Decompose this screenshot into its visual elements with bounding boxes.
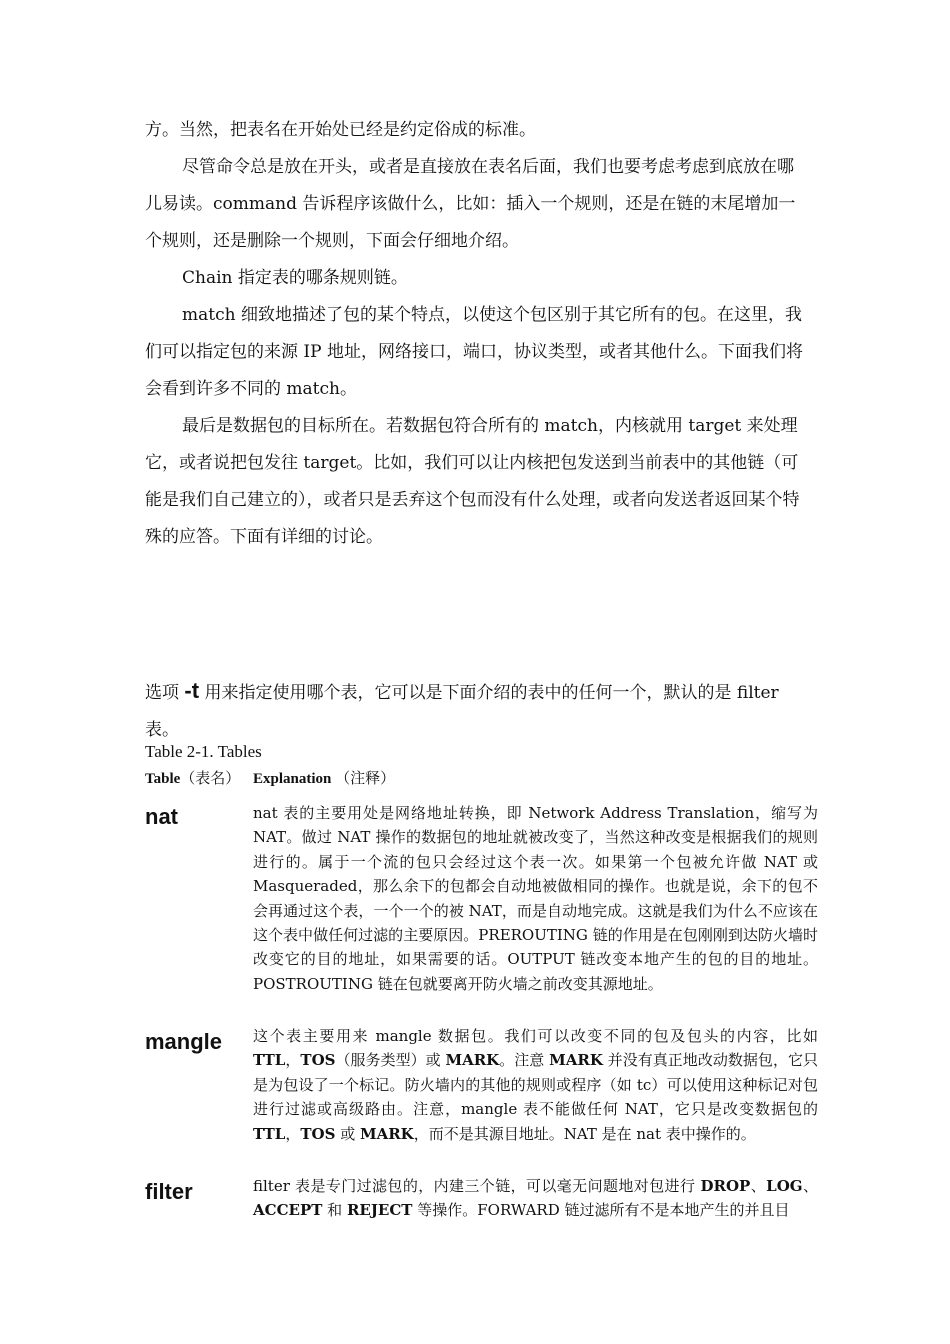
table-caption: Table 2-1. Tables xyxy=(145,742,262,761)
paragraph-5: 最后是数据包的目标所在。若数据包符合所有的 match，内核就用 target 来处理它，或者说把包发往 target。比如，我们可以让内核把包发送到当前表中的其他链（可能是我们自己建立的），或者只是丢弃这个包而没有什么处理，或者向发送者返回某个特殊的应答。下面有详细的讨论。 xyxy=(145,416,800,547)
header-explanation-label: Explanation xyxy=(253,771,332,787)
header-table-label: Table xyxy=(145,771,181,787)
paragraph-2: 尽管命令总是放在开头，或者是直接放在表名后面，我们也要考虑考虑到底放在哪儿易读。command 告诉程序该做什么，比如：插入一个规则，还是在链的末尾增加一个规则，还是删除一个规则，下面会仔细地介绍。 xyxy=(145,157,796,251)
table-row-filter-name: filter xyxy=(145,1179,193,1204)
table-row-mangle-desc: 这个表主要用来 mangle 数据包。我们可以改变不同的包及包头的内容，比如 TTL，TOS（服务类型）或 MARK。注意 MARK 并没有真正地改动数据包，它只是为包设了一个标记。防火墙内的其他的规则或程序（如 tc）可以使用这种标记对包进行过滤或高级路由。注意，mangle 表不能做任何 NAT，它只是改变数据包的 TTL，TOS 或 MARK，而不是其源目地址。NAT 是在 nat 表中操作的。 xyxy=(253,1027,818,1143)
paragraph-3: Chain 指定表的哪条规则链。 xyxy=(182,268,408,288)
table-row-nat-name: nat xyxy=(145,804,178,829)
option-t-paragraph xyxy=(145,672,810,749)
option-flag: -t xyxy=(184,678,200,703)
table-header-name xyxy=(145,767,240,791)
header-table-cn: （表名） xyxy=(180,771,241,787)
option-suffix: 用来指定使用哪个表，它可以是下面介绍的表中的任何一个，默认的是 filter 表。 xyxy=(145,683,779,740)
header-explanation-cn: （注释） xyxy=(335,771,396,787)
paragraph-4: match 细致地描述了包的某个特点，以使这个包区别于其它所有的包。在这里，我们可以指定包的来源 IP 地址，网络接口，端口，协议类型，或者其他什么。下面我们将会看到许多不同的 match。 xyxy=(145,305,803,399)
table-row-filter-desc: filter 表是专门过滤包的，内建三个链，可以毫无问题地对包进行 DROP、LOG、ACCEPT 和 REJECT 等操作。FORWARD 链过滤所有不是本地产生的并且目 xyxy=(253,1177,818,1220)
table-row-mangle-name: mangle xyxy=(145,1029,223,1054)
table-row-nat-desc: nat 表的主要用处是网络地址转换，即 Network Address Translation，缩写为 NAT。做过 NAT 操作的数据包的地址就被改变了，当然这种改变是根据我们的规则进行的。属于一个流的包只会经过这个表一次。如果第一个包被允许做 NAT 或 Masqueraded，那么余下的包都会自动地被做相同的操作。也就是说，余下的包不会再通过这个表，一个一个的被 NAT，而是自动地完成。这就是我们为什么不应该在这个表中做任何过滤的主要原因。PREROUTING 链的作用是在包刚刚到达防火墙时改变它的目的地址，如果需要的话。OUTPUT 链改变本地产生的包的目的地址。POSTROUTING 链在包就要离开防火墙之前改变其源地址。 xyxy=(253,804,818,993)
option-prefix: 选项 xyxy=(145,683,185,703)
paragraph-1: 方。当然，把表名在开始处已经是约定俗成的标准。 xyxy=(145,120,536,140)
table-header-explanation xyxy=(253,767,395,791)
